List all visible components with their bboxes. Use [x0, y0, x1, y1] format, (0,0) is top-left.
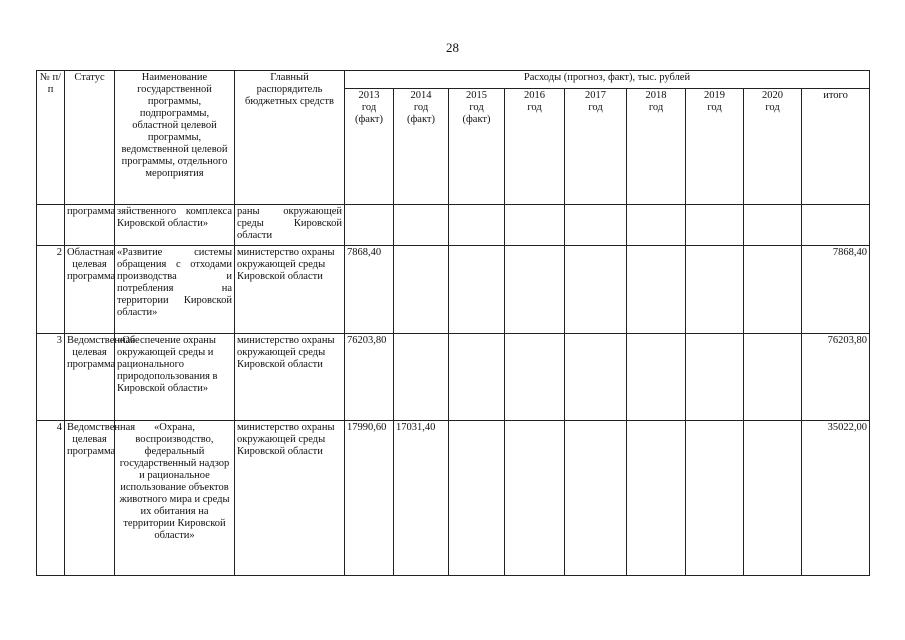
row-num: 4: [37, 421, 65, 576]
row-total: 76203,80: [802, 334, 870, 421]
header-year-2020: 2020 год: [744, 89, 802, 205]
row-2013: 7868,40: [345, 246, 394, 334]
row-2013: 17990,60: [345, 421, 394, 576]
row-admin: министерство охраны окружающей среды Кировской области: [235, 421, 345, 576]
row-2014: 17031,40: [394, 421, 449, 576]
row-status: программа: [65, 205, 115, 246]
header-expenses: Расходы (прогноз, факт), тыс. рублей: [345, 71, 870, 89]
header-name: Наименование государственной программы, подпрограммы, областной целевой программы, ведомственной целевой программы, отдельного мероприятия: [115, 71, 235, 205]
table-row: [37, 334, 870, 421]
header-year-2017: 2017 год: [565, 89, 627, 205]
row-name: «Развитие системы обращения с отходами производства и потребления на территории Кировской области»: [115, 246, 235, 334]
row-num: 3: [37, 334, 65, 421]
header-year-2019: 2019 год: [686, 89, 744, 205]
row-total: 7868,40: [802, 246, 870, 334]
expenses-table: [36, 70, 870, 576]
header-num: № п/п: [37, 71, 65, 205]
header-total: итого: [802, 89, 870, 205]
header-year-2013: 2013 год (факт): [345, 89, 394, 205]
row-status: Ведомственная целевая программа: [65, 421, 115, 576]
header-year-2015: 2015 год (факт): [449, 89, 505, 205]
row-2014: [394, 246, 449, 334]
header-year-2016: 2016 год: [505, 89, 565, 205]
row-status: Областная целевая программа: [65, 246, 115, 334]
row-num: 2: [37, 246, 65, 334]
table-row: [37, 421, 870, 576]
row-name: «Обеспечение охраны окружающей среды и рационального природопользования в Кировской области»: [115, 334, 235, 421]
header-status: Статус: [65, 71, 115, 205]
row-admin: министерство охраны окружающей среды Кировской области: [235, 334, 345, 421]
row-total: [802, 205, 870, 246]
row-2014: [394, 334, 449, 421]
row-2014: [394, 205, 449, 246]
row-2013: [345, 205, 394, 246]
row-2013: 76203,80: [345, 334, 394, 421]
row-admin: министерство охраны окружающей среды Кировской области: [235, 246, 345, 334]
row-total: 35022,00: [802, 421, 870, 576]
table-row: [37, 246, 870, 334]
header-year-2014: 2014 год (факт): [394, 89, 449, 205]
header-admin: Главный распорядитель бюджетных средств: [235, 71, 345, 205]
header-row-1: [37, 71, 870, 89]
header-year-2018: 2018 год: [627, 89, 686, 205]
row-status: Ведомственная целевая программа: [65, 334, 115, 421]
row-num: [37, 205, 65, 246]
table-row: [37, 205, 870, 246]
page-number: 28: [446, 40, 459, 55]
row-name: «Охрана, воспроизводство, федеральный государственный надзор и рациональное использование объектов животного мира и среды их обитания на территории Кировской области»: [115, 421, 235, 576]
row-name: зяйственного комплекса Кировской области»: [115, 205, 235, 246]
row-admin: раны окружающей среды Кировской области: [235, 205, 345, 246]
